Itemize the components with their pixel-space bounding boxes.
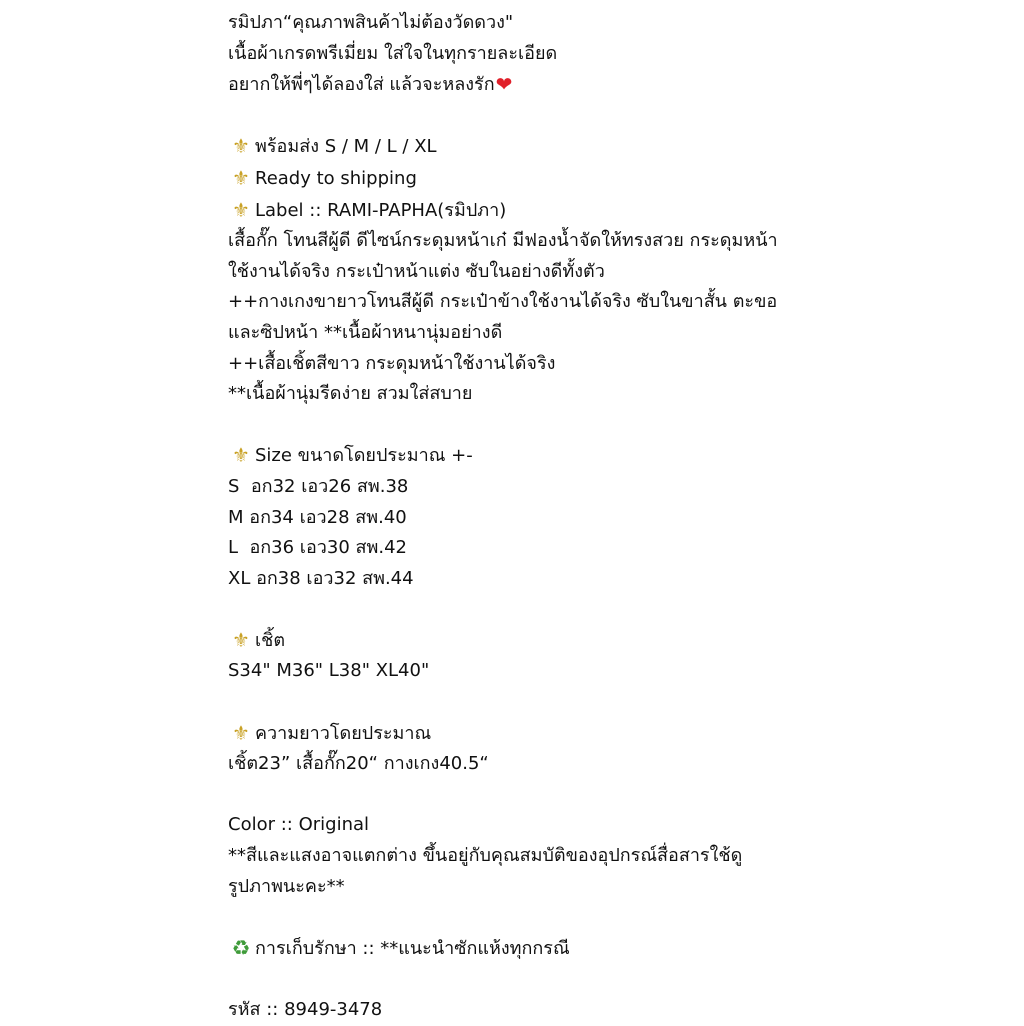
size-heading-text: Size ขนาดโดยประมาณ +- — [255, 445, 473, 467]
fleur-de-lis-icon: ⚜ — [232, 134, 250, 159]
ready-shipping-text: Ready to shipping — [255, 167, 417, 189]
description-line-5: ++เสื้อเชิ้ตสีขาว กระดุมหน้าใช้งานได้จริง — [228, 352, 556, 374]
shirt-heading — [228, 625, 1008, 657]
fleur-de-lis-icon: ⚜ — [232, 165, 250, 190]
fleur-de-lis-icon: ⚜ — [232, 443, 250, 468]
ready-shipping-line — [228, 163, 1008, 195]
spacer — [228, 902, 1008, 933]
size-row-xl: XL อก38 เอว32 สพ.44 — [228, 567, 414, 589]
fleur-de-lis-icon: ⚜ — [232, 627, 250, 652]
color-line: Color :: Original — [228, 814, 370, 836]
care-line — [228, 933, 1008, 965]
recycle-icon: ♻ — [231, 935, 251, 960]
size-heading — [228, 440, 1008, 472]
size-row-l: L อก36 เอว30 สพ.42 — [228, 537, 407, 559]
ready-sizes-line — [228, 131, 1008, 163]
ready-sizes-text: พร้อมส่ง S / M / L / XL — [255, 136, 437, 158]
length-values: เชิ้ต23” เสื้อกั๊ก20“ กางเกง40.5“ — [228, 753, 489, 775]
size-row-s: S อก32 เอว26 สพ.38 — [228, 475, 409, 497]
label-line — [228, 195, 1008, 227]
fleur-de-lis-icon: ⚜ — [232, 197, 250, 222]
spacer — [228, 101, 1008, 132]
shirt-sizes: S34" M36" L38" XL40" — [228, 660, 430, 682]
product-code: รหัส :: 8949-3478 — [228, 999, 383, 1020]
description-line-1: เสื้อกั๊ก โทนสีผู้ดี ดีไซน์กระดุมหน้าเก๋ มีฟองน้ำจัดให้ทรงสวย กระดุมหน้า — [228, 230, 778, 252]
color-note-2: รูปภาพนะคะ** — [228, 875, 345, 897]
spacer — [228, 594, 1008, 625]
description-line-3: ++กางเกงขายาวโทนสีผู้ดี กระเป๋าข้างใช้งานได้จริง ซับในขาสั้น ตะขอ — [228, 291, 778, 313]
care-text: การเก็บรักษา :: **แนะนำซักแห้งทุกกรณี — [255, 937, 570, 959]
description-line-4: และซิปหน้า **เนื้อผ้าหนานุ่มอย่างดี — [228, 321, 503, 343]
spacer — [228, 780, 1008, 811]
heart-icon: ❤ — [495, 72, 513, 97]
color-note-1: **สีและแสงอาจแตกต่าง ขึ้นอยู่กับคุณสมบัติของอุปกรณ์สื่อสารใช้ดู — [228, 845, 743, 867]
size-row-m: M อก34 เอว28 สพ.40 — [228, 506, 407, 528]
description-line-6: **เนื้อผ้านุ่มรีดง่าย สวมใส่สบาย — [228, 383, 473, 405]
intro-line-3 — [228, 69, 1008, 101]
intro-line-3-text: อยากให้พี่ๆได้ลองใส่ แล้วจะหลงรัก — [228, 74, 495, 96]
spacer — [228, 410, 1008, 441]
shirt-heading-text: เชิ้ต — [255, 629, 286, 651]
description-line-2: ใช้งานได้จริง กระเป๋าหน้าแต่ง ซับในอย่างดีทั้งตัว — [228, 260, 605, 282]
product-description — [228, 8, 1008, 1026]
intro-line-1: รมิปภา“คุณภาพสินค้าไม่ต้องวัดดวง" — [228, 12, 514, 33]
spacer — [228, 687, 1008, 718]
intro-line-2: เนื้อผ้าเกรดพรีเมี่ยม ใส่ใจในทุกรายละเอียด — [228, 42, 558, 64]
fleur-de-lis-icon: ⚜ — [232, 720, 250, 745]
label-text: Label :: RAMI-PAPHA(รมิปภา) — [255, 199, 507, 221]
length-heading-text: ความยาวโดยประมาณ — [255, 722, 432, 744]
length-heading — [228, 718, 1008, 750]
spacer — [228, 964, 1008, 995]
